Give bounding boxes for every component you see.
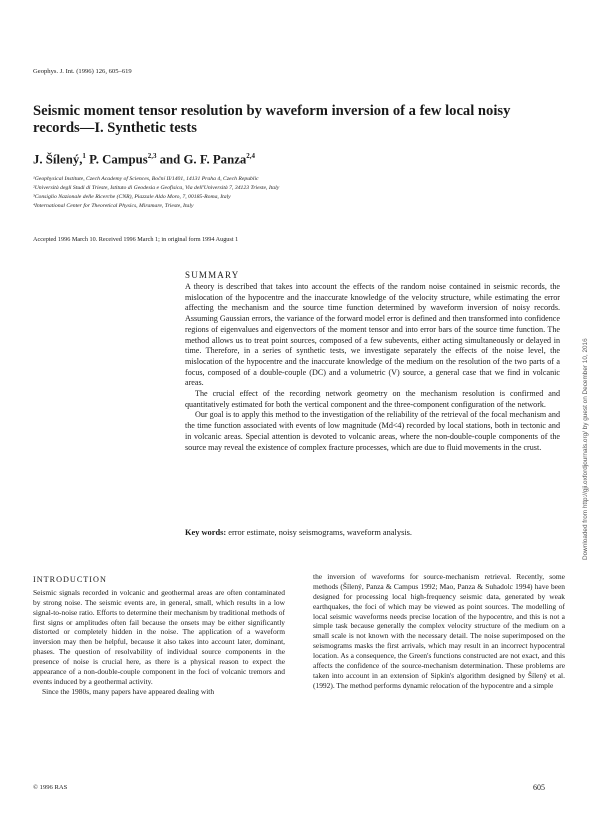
author-affiliation-mark: 2,4	[246, 152, 256, 160]
keywords-list: error estimate, noisy seismograms, waveform analysis.	[226, 528, 413, 537]
summary-heading: SUMMARY	[185, 270, 240, 280]
download-watermark	[582, 290, 594, 560]
abstract	[185, 282, 560, 453]
author-affiliation-mark: 2,3	[147, 152, 157, 160]
submission-dates: Accepted 1996 March 10. Received 1996 March 1; in original form 1994 August 1	[33, 236, 239, 243]
body-paragraph: Since the 1980s, many papers have appeared dealing with	[42, 686, 215, 696]
copyright-notice: © 1996 RAS	[33, 784, 68, 791]
affiliation-line: ²Università degli Studi di Trieste, Istituto di Geodesia e Geofisica, Via dell'Università 7, 34123 Trieste, Italy	[33, 185, 280, 191]
keywords	[185, 528, 560, 537]
author-name: J. Šílený,	[33, 152, 83, 167]
paper-title: Seismic moment tensor resolution by waveform inversion of a few local noisy records—I. Synthetic tests	[33, 103, 511, 136]
author-name: P. Campus	[85, 152, 148, 167]
download-note: Downloaded from http://gji.oxfordjournals.org/ by guest on December 10, 2016	[582, 338, 589, 560]
introduction-heading: INTRODUCTION	[33, 575, 107, 584]
author-name: and G. F. Panza	[156, 152, 247, 167]
body-column-left	[33, 575, 285, 697]
body-paragraph: Seismic signals recorded in volcanic and geothermal areas are often contaminated by strong noise. The seismic events are, in general, small, which results in a low signal-to-noise ratio. Efforts to determine their mechanism by traditional methods of first signs or amplitudes often fail because the onsets may be either significantly distorted or completely hidden in the noise. The application of a waveform inversion may then be helpful, because it also takes into account later, dominant, phases. The question of resolvability of individual source components in the presence of noise is crucial here, as there is a physical reason to expect the appearance of a non-double-couple component in the foci of volcanic tremors and events induced by a geothermal activity.	[33, 587, 285, 686]
affiliations	[33, 175, 553, 211]
affiliation-line: ¹Geophysical Institute, Czech Academy of Sciences, Boční II/1401, 14131 Praha 4, Czech Republic	[33, 176, 259, 182]
affiliation-line: ⁴International Center for Theoretical Physics, Miramare, Trieste, Italy	[33, 203, 194, 209]
author-affiliation-mark: 1	[82, 152, 86, 160]
author-list	[33, 152, 255, 167]
abstract-paragraph: The crucial effect of the recording network geometry on the mechanism resolution is confirmed and quantitatively estimated for both the vertical component and the three-component configuration of the network.	[185, 389, 560, 409]
body-paragraph: the inversion of waveforms for source-mechanism retrieval. Recently, some methods (Šílený, Panza & Campus 1992; Mao, Panza & Suhadolc 1994) have been designed for processing local high-frequency seismic data, generated by weak earthquakes, the foci of which may be viewed as point sources. The modelling of local seismic waveforms needs precise location of the hypocentre, and this is not a simple task because generally the complex velocity structure of the medium on a small scale is not known with the necessary detail. The noise superimposed on the seismograms masks the first arrivals, which may result in an incorrect hypocentral location. As a consequence, the Green's functions constructed are not exact, and this affects the confidence of the source-mechanism determination. These problems are taken into account in an extension of Sipkin's algorithm designed by Šílený et al. (1992). The method performs dynamic relocation of the hypocentre and a simple	[313, 572, 565, 690]
page-number: 605	[533, 783, 545, 792]
body-column-right	[313, 572, 565, 691]
abstract-paragraph: A theory is described that takes into account the effects of the random noise contained in seismic records, the mislocation of the hypocentre and the inaccurate knowledge of the velocity structure, while estimating the error affecting the mechanism and the source time function determined by waveform inversion of noisy records. Assuming Gaussian errors, the variance of the forward model error is defined and then transformed into confidence regions of eigenvalues and eigenvectors of the moment tensor and into error bars of the source time function. The method allows us to treat point sources, composed of a few subevents, either acting simultaneously or delayed in time. Therefore, in a series of synthetic tests, we investigate separately the effects of the noise level, the mislocation of the hypocentre and the inaccurate knowledge of the medium on the resolution of the two parts of a focus, composed of a double-couple (DC) and a volumetric (V) source, a general case that we find in volcanic areas.	[185, 282, 560, 388]
journal-reference: Geophys. J. Int. (1996) 126, 605–619	[33, 68, 132, 75]
abstract-paragraph: Our goal is to apply this method to the investigation of the reliability of the retrieval of the focal mechanism and the time function associated with events of low magnitude (Md<4) recorded by local stations, both in tectonic and in volcanic areas. Special attention is devoted to volcanic areas, where the non-double-couple components of the source may reveal the existence of complex fracture processes, which are due to fluid movements in the crust.	[185, 410, 560, 452]
keywords-label: Key words:	[185, 528, 227, 537]
affiliation-line: ³Consiglio Nazionale delle Ricerche (CNR), Piazzale Aldo Moro, 7, 00185-Roma, Italy	[33, 194, 231, 200]
